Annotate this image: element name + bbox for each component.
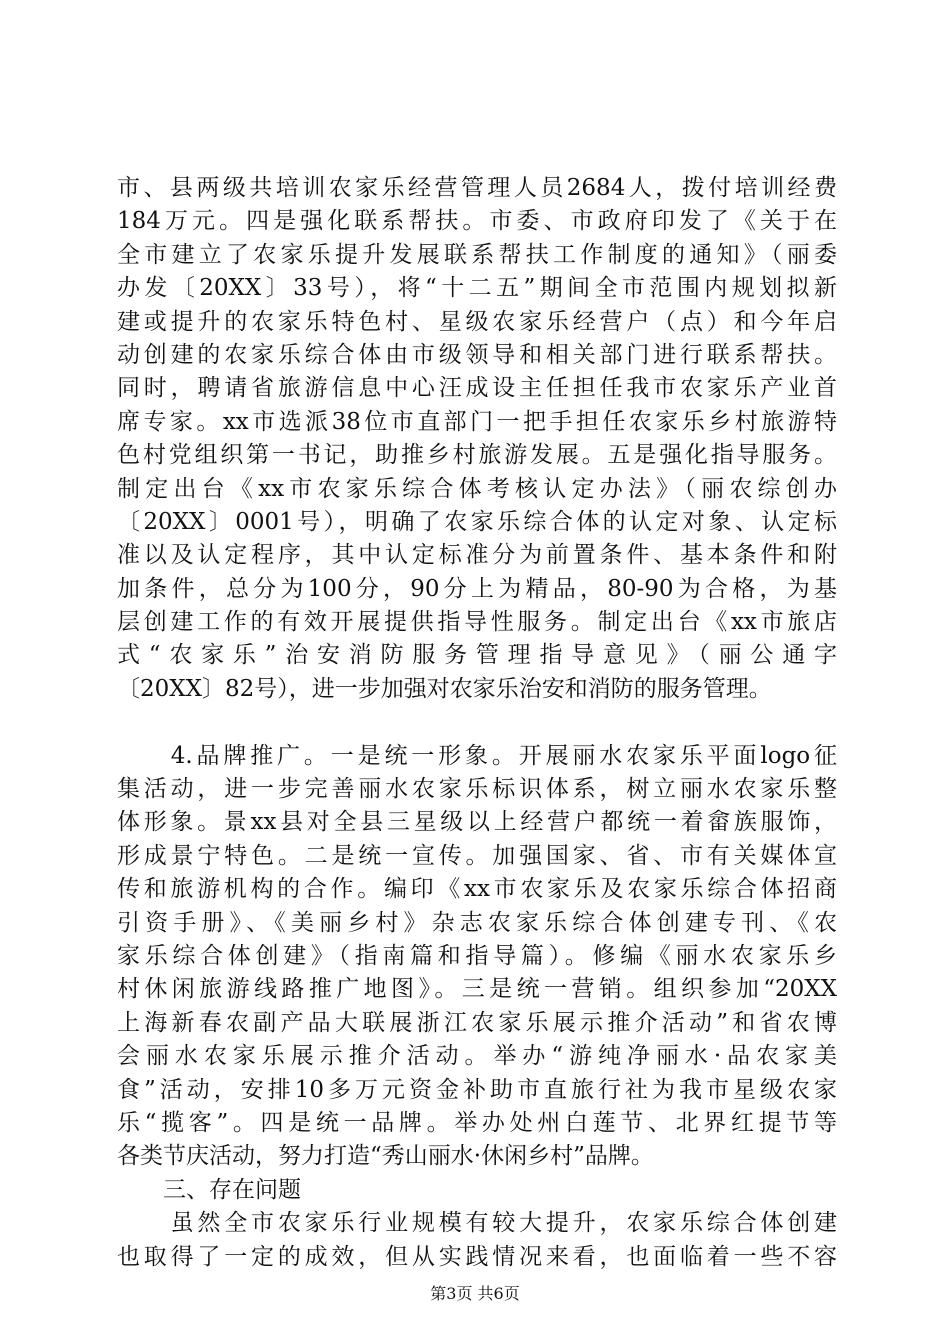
text-line: 动创建的农家乐综合体由市级领导和相关部门进行联系帮扶。 bbox=[117, 341, 837, 368]
text-line: 办发〔20XX〕33号），将“十二五”期间全市范围内规划拟新 bbox=[117, 275, 837, 302]
text-line: 184万元。四是强化联系帮扶。市委、市政府印发了《关于在 bbox=[117, 208, 837, 235]
document-body bbox=[117, 172, 837, 1274]
paragraph-gap bbox=[117, 706, 837, 739]
text-line: 层创建工作的有效开展提供指导性服务。制定出台《xx市旅店 bbox=[117, 609, 837, 636]
text-line: 食”活动，安排10多万元资金补助市直旅行社为我市星级农家 bbox=[117, 1076, 837, 1103]
text-line: 三、存在问题 bbox=[117, 1176, 301, 1203]
text-line: 集活动，进一步完善丽水农家乐标识体系，树立丽水农家乐整 bbox=[117, 776, 837, 803]
text-line: 制定出台《xx市农家乐综合体考核认定办法》（丽农综创办 bbox=[117, 475, 837, 502]
text-line: 形成景宁特色。二是统一宣传。加强国家、省、市有关媒体宣 bbox=[117, 842, 837, 869]
text-line: 乐“揽客”。四是统一品牌。举办处州白莲节、北界红提节等 bbox=[117, 1109, 837, 1136]
text-line: 〔20XX〕0001号），明确了农家乐综合体的认定对象、认定标 bbox=[117, 508, 837, 535]
page-footer: 第3页 共6页 bbox=[430, 1284, 520, 1303]
text-line: 4.品牌推广。一是统一形象。开展丽水农家乐平面logo征 bbox=[117, 742, 837, 769]
text-line: 村休闲旅游线路推广地图》。三是统一营销。组织参加“20XX bbox=[117, 976, 837, 1003]
text-line: 家乐综合体创建》（指南篇和指导篇）。修编《丽水农家乐乡 bbox=[117, 942, 837, 969]
text-line: 色村党组织第一书记，助推乡村旅游发展。五是强化指导服务。 bbox=[117, 442, 837, 469]
text-line: 体形象。景xx县对全县三星级以上经营户都统一着畲族服饰， bbox=[117, 809, 837, 836]
text-line: 各类节庆活动，努力打造“秀山丽水·休闲乡村”品牌。 bbox=[117, 1143, 654, 1170]
text-line: 上海新春农副产品大联展浙江农家乐展示推介活动”和省农博 bbox=[117, 1009, 837, 1036]
text-line: 也取得了一定的成效，但从实践情况来看，也面临着一些不容 bbox=[117, 1243, 837, 1270]
text-line: 准以及认定程序，其中认定标准分为前置条件、基本条件和附 bbox=[117, 542, 837, 569]
text-line: 〔20XX〕82号），进一步加强对农家乐治安和消防的服务管理。 bbox=[117, 675, 772, 702]
text-line: 建或提升的农家乐特色村、星级农家乐经营户（点）和今年启 bbox=[117, 308, 837, 335]
text-line: 加条件，总分为100分，90分上为精品，80-90为合格，为基 bbox=[117, 575, 837, 602]
text-line: 全市建立了农家乐提升发展联系帮扶工作制度的通知》（丽委 bbox=[117, 241, 837, 268]
text-line: 会丽水农家乐展示推介活动。举办“游纯净丽水·品农家美 bbox=[117, 1043, 837, 1070]
text-line: 市、县两级共培训农家乐经营管理人员2684人，拨付培训经费 bbox=[117, 175, 837, 201]
text-line: 传和旅游机构的合作。编印《xx市农家乐及农家乐综合体招商 bbox=[117, 876, 837, 903]
text-line: 席专家。xx市选派38位市直部门一把手担任农家乐乡村旅游特 bbox=[117, 408, 837, 435]
text-line: 同时，聘请省旅游信息中心汪成设主任担任我市农家乐产业首 bbox=[117, 375, 837, 402]
text-line: 式“农家乐”治安消防服务管理指导意见》（丽公通字 bbox=[117, 642, 837, 669]
text-line: 虽然全市农家乐行业规模有较大提升，农家乐综合体创建 bbox=[117, 1210, 837, 1237]
text-line: 引资手册》、《美丽乡村》杂志农家乐综合体创建专刊、《农 bbox=[117, 909, 837, 936]
